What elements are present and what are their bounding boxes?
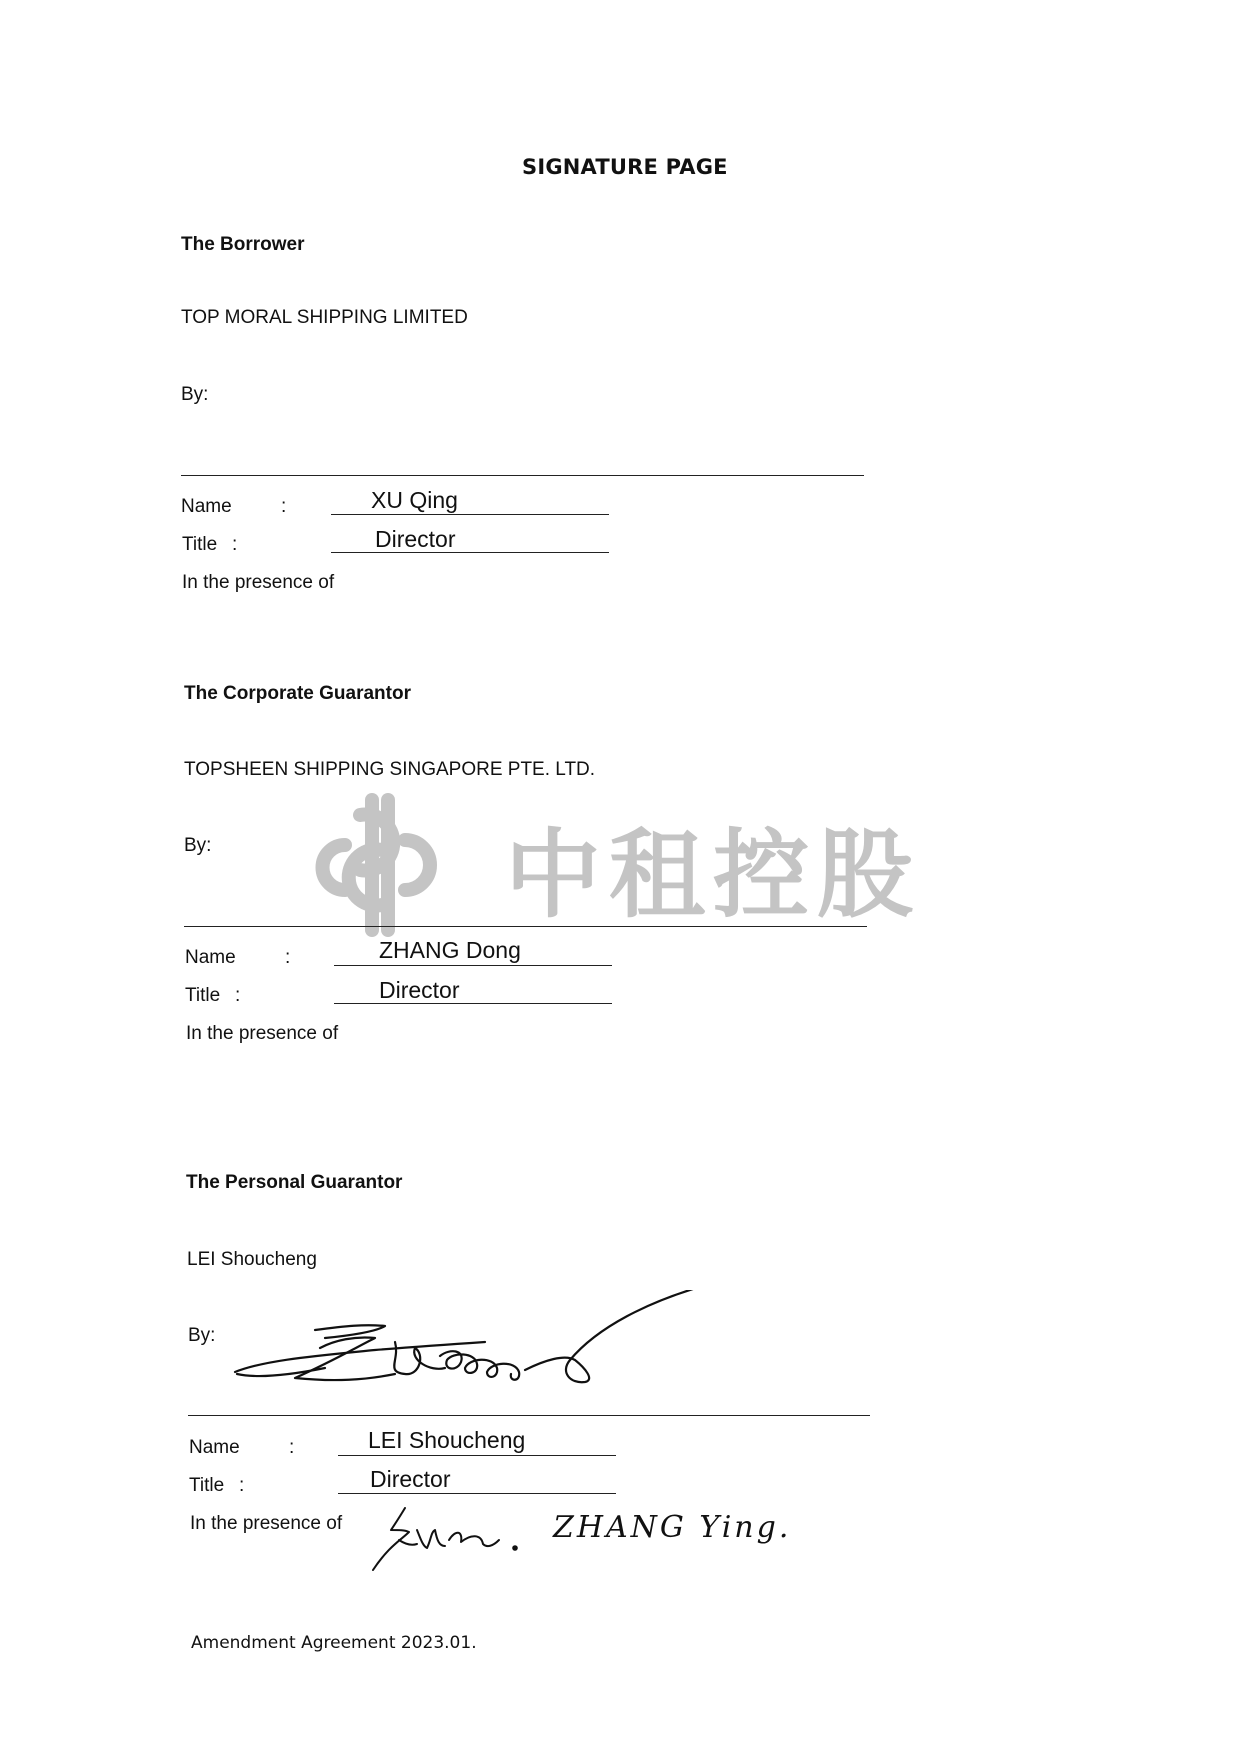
- personal-guarantor-signature-line: [188, 1415, 870, 1416]
- borrower-by-label: By:: [181, 384, 209, 405]
- witness-signature-scribble: [365, 1500, 535, 1575]
- watermark-logo: [300, 790, 940, 940]
- watermark-logo-ring-right: [405, 840, 430, 890]
- personal-guarantor-signature: [225, 1290, 735, 1400]
- watermark-logo-ring-left: [323, 845, 346, 890]
- corporate-guarantor-party-name: TOPSHEEN SHIPPING SINGAPORE PTE. LTD.: [184, 759, 596, 780]
- borrower-name-label: Name: [181, 496, 232, 517]
- personal-guarantor-name-underline: [338, 1455, 616, 1456]
- personal-guarantor-presence-label: In the presence of: [190, 1513, 343, 1534]
- corporate-guarantor-title-value: Director: [379, 977, 460, 1003]
- personal-guarantor-title-label: Title: [189, 1475, 225, 1496]
- personal-guarantor-name-label: Name: [189, 1437, 240, 1458]
- borrower-name-colon: :: [281, 496, 287, 517]
- borrower-title-label: Title: [182, 534, 218, 555]
- borrower-title-value: Director: [375, 526, 456, 552]
- corporate-guarantor-title-underline: [334, 1003, 612, 1004]
- personal-guarantor-name-value: LEI Shoucheng: [368, 1427, 526, 1453]
- borrower-heading: The Borrower: [181, 234, 305, 255]
- personal-guarantor-title-value: Director: [370, 1466, 451, 1492]
- corporate-guarantor-by-label: By:: [184, 835, 212, 856]
- personal-guarantor-heading: The Personal Guarantor: [186, 1172, 403, 1193]
- personal-guarantor-party-name: LEI Shoucheng: [187, 1249, 317, 1270]
- borrower-name-underline: [331, 514, 609, 515]
- personal-guarantor-by-label: By:: [188, 1325, 216, 1346]
- page-title: SIGNATURE PAGE: [522, 155, 728, 179]
- corporate-guarantor-signature-line: [184, 926, 867, 927]
- borrower-title-colon: :: [232, 534, 238, 555]
- personal-guarantor-title-underline: [338, 1493, 616, 1494]
- borrower-presence-label: In the presence of: [182, 572, 335, 593]
- borrower-title-underline: [331, 552, 609, 553]
- borrower-signature-line: [181, 475, 864, 476]
- borrower-name-value: XU Qing: [371, 487, 458, 513]
- corporate-guarantor-name-value: ZHANG Dong: [379, 937, 521, 963]
- corporate-guarantor-title-colon: :: [235, 985, 241, 1006]
- corporate-guarantor-name-colon: :: [285, 947, 291, 968]
- corporate-guarantor-presence-label: In the presence of: [186, 1023, 339, 1044]
- personal-guarantor-title-colon: :: [239, 1475, 245, 1496]
- personal-guarantor-name-colon: :: [289, 1437, 295, 1458]
- watermark-text: 中租控股: [505, 819, 921, 931]
- corporate-guarantor-title-label: Title: [185, 985, 221, 1006]
- corporate-guarantor-heading: The Corporate Guarantor: [184, 683, 411, 704]
- footer-document-reference: Amendment Agreement 2023.01.: [191, 1633, 477, 1653]
- borrower-party-name: TOP MORAL SHIPPING LIMITED: [181, 307, 468, 328]
- corporate-guarantor-name-underline: [334, 965, 612, 966]
- witness-handwritten-name: ZHANG Ying.: [553, 1510, 792, 1545]
- corporate-guarantor-name-label: Name: [185, 947, 236, 968]
